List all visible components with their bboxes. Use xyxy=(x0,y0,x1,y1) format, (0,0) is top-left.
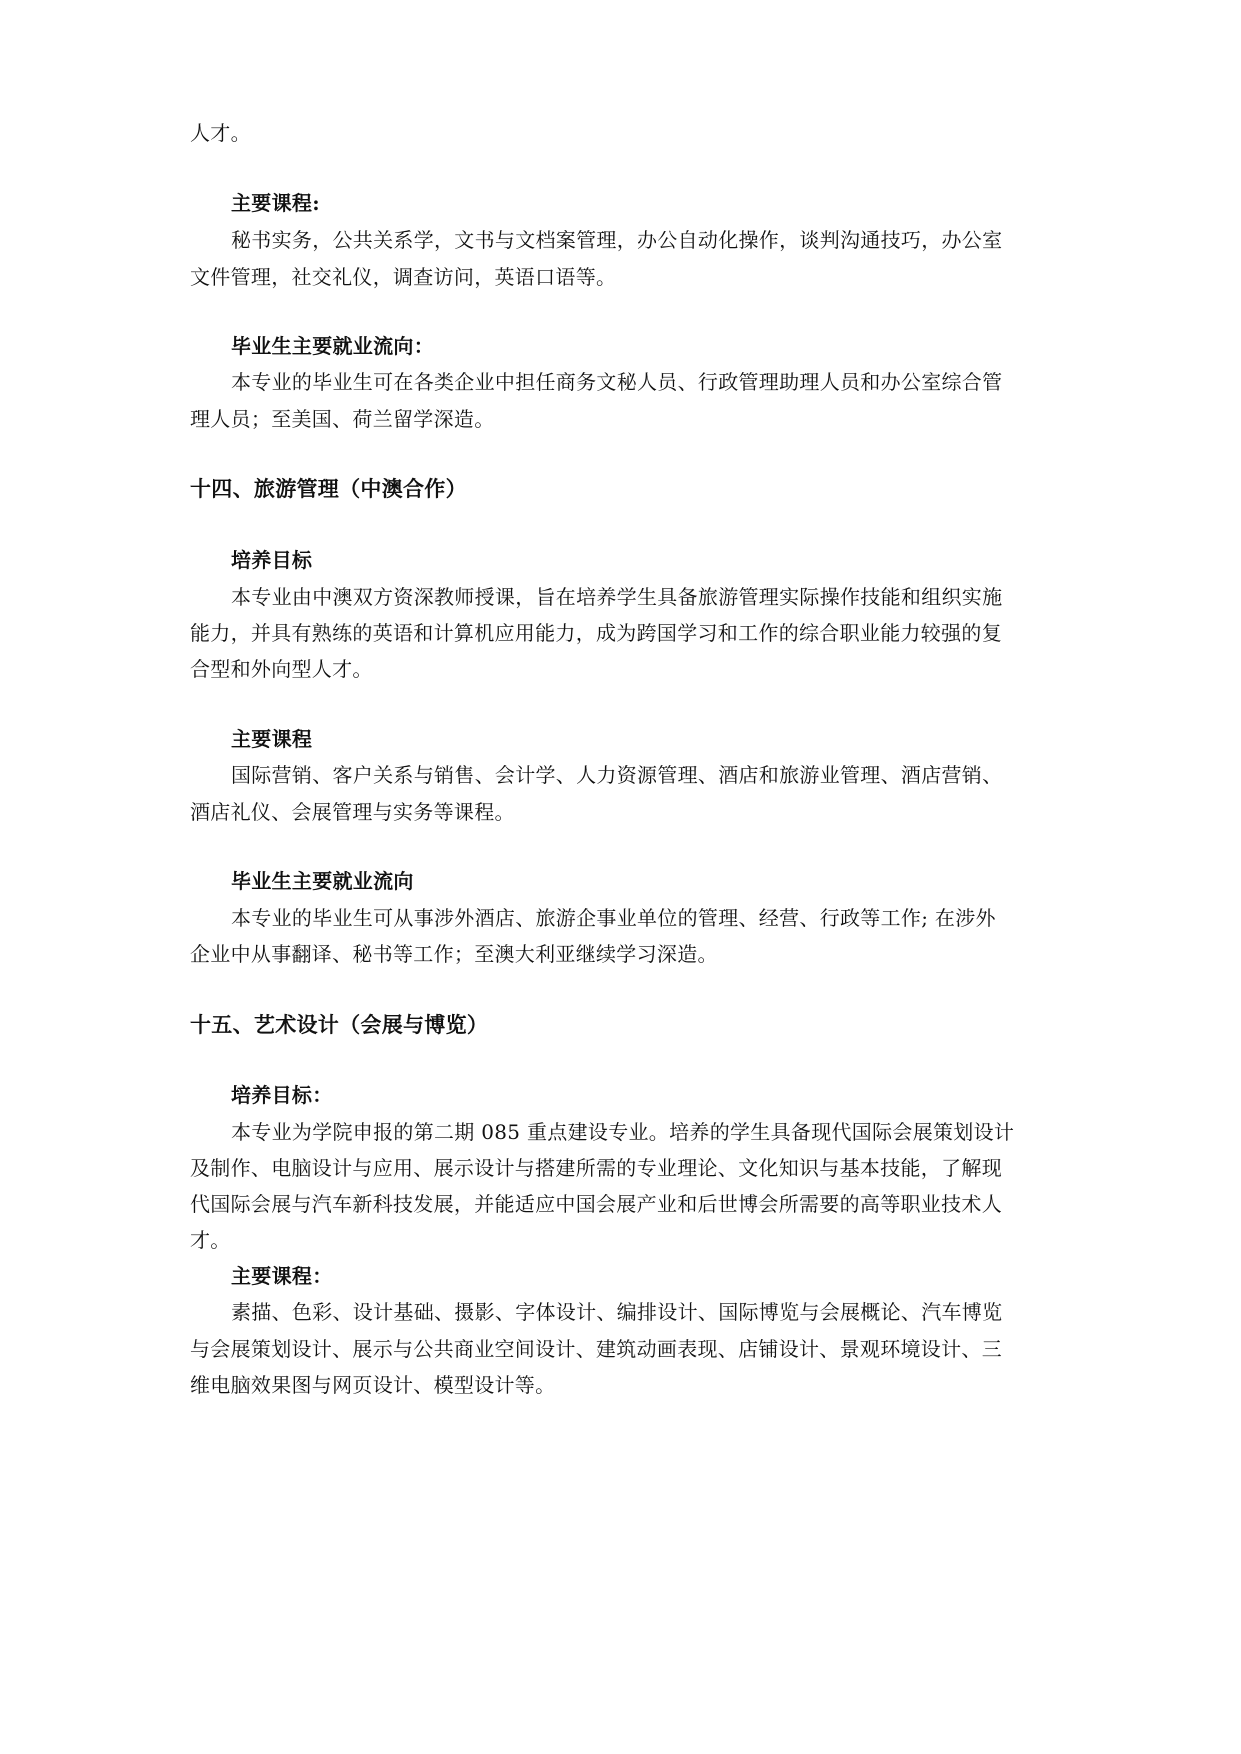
courses-text-line: 秘书实务，公共关系学，文书与文档案管理，办公自动化操作，谈判沟通技巧，办公室 xyxy=(231,228,1003,252)
paragraph-tail: 人才。 xyxy=(190,121,251,145)
courses-text-line: 文件管理，社交礼仪，调查访问，英语口语等。 xyxy=(190,265,617,289)
goal-text-line: 本专业为学院申报的第二期 085 重点建设专业。培养的学生具备现代国际会展策划设计 xyxy=(231,1120,1015,1144)
employment-text-line: 本专业的毕业生可从事涉外酒店、旅游企事业单位的管理、经营、行政等工作; 在涉外 xyxy=(231,906,996,930)
courses-text-line: 国际营销、客户关系与销售、会计学、人力资源管理、酒店和旅游业管理、酒店营销、 xyxy=(231,763,1003,787)
goal-heading: 培养目标 xyxy=(231,548,313,572)
employment-text-line: 理人员；至美国、荷兰留学深造。 xyxy=(190,407,495,431)
courses-text-line: 与会展策划设计、展示与公共商业空间设计、建筑动画表现、店铺设计、景观环境设计、三 xyxy=(190,1337,1002,1361)
goal-text-line: 本专业由中澳双方资深教师授课，旨在培养学生具备旅游管理实际操作技能和组织实施 xyxy=(231,585,1003,609)
courses-heading: 主要课程: xyxy=(231,191,320,215)
employment-heading: 毕业生主要就业流向： xyxy=(231,334,434,358)
goal-text-line: 及制作、电脑设计与应用、展示设计与搭建所需的专业理论、文化知识与基本技能，了解现 xyxy=(190,1156,1002,1180)
employment-text-line: 本专业的毕业生可在各类企业中担任商务文秘人员、行政管理助理人员和办公室综合管 xyxy=(231,370,1003,394)
goal-text-line: 代国际会展与汽车新科技发展，并能适应中国会展产业和后世博会所需要的高等职业技术人 xyxy=(190,1192,1002,1216)
goal-text-line: 能力，并具有熟练的英语和计算机应用能力，成为跨国学习和工作的综合职业能力较强的复 xyxy=(190,621,1002,645)
section-title: 十五、艺术设计（会展与博览） xyxy=(190,1012,489,1037)
section-title: 十四、旅游管理（中澳合作） xyxy=(190,476,467,501)
goal-text-line: 合型和外向型人才。 xyxy=(190,657,373,681)
employment-text-line: 企业中从事翻译、秘书等工作；至澳大利亚继续学习深造。 xyxy=(190,942,718,966)
courses-heading: 主要课程： xyxy=(231,1264,333,1288)
courses-heading: 主要课程 xyxy=(231,727,313,751)
employment-heading: 毕业生主要就业流向 xyxy=(231,869,414,893)
courses-text-line: 酒店礼仪、会展管理与实务等课程。 xyxy=(190,800,515,824)
goal-text-line: 才。 xyxy=(190,1228,231,1252)
courses-text-line: 维电脑效果图与网页设计、模型设计等。 xyxy=(190,1373,556,1397)
courses-text-line: 素描、色彩、设计基础、摄影、字体设计、编排设计、国际博览与会展概论、汽车博览 xyxy=(231,1300,1003,1324)
goal-heading: 培养目标： xyxy=(231,1083,333,1107)
